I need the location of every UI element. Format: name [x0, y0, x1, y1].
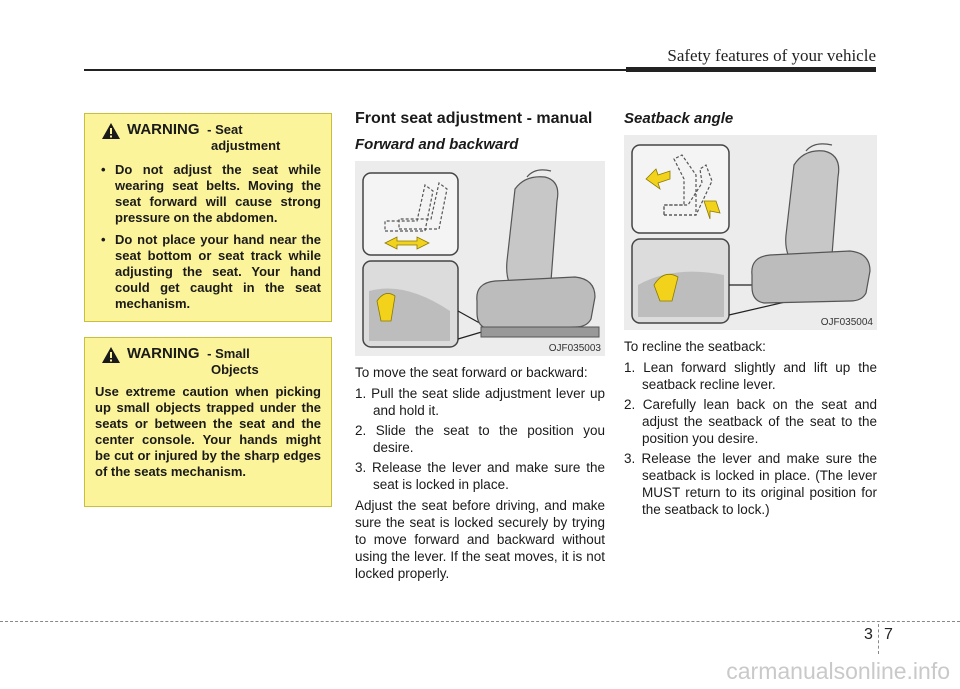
- warning-triangle-icon: [101, 122, 121, 140]
- step-item: 1. Pull the seat slide adjustment lever up and hold it.: [355, 386, 605, 418]
- forward-steps: [355, 385, 605, 493]
- page-number: 7: [884, 626, 893, 643]
- footer-rule: [0, 621, 960, 622]
- seatback-column: [624, 110, 877, 521]
- warning-small-objects: [84, 337, 332, 507]
- seat-illustration: [355, 161, 605, 356]
- section-title: Front seat adjustment - manual: [355, 110, 593, 127]
- forward-intro: To move the seat forward or backward:: [355, 365, 588, 380]
- seatback-illustration: [624, 135, 877, 330]
- chapter-number: 3: [864, 626, 873, 643]
- forward-note: Adjust the seat before driving, and make sure the seat is locked securely by trying to move forward and backward without using the lever. If the seat moves, it is not locked properly.: [355, 498, 605, 581]
- watermark: carmanualsonline.info: [726, 658, 950, 684]
- page-header-title: Safety features of your vehicle: [667, 46, 876, 65]
- warning-label: WARNING: [127, 121, 200, 138]
- subsection-title-forward: Forward and backward: [355, 136, 519, 153]
- warning-seat-adjustment: [84, 113, 332, 322]
- page-number-separator: [878, 624, 879, 654]
- warning-item: • Do not place your hand near the seat bottom or seat track while adjusting the seat. Your hand could get caught in the seat mechanism.: [95, 232, 321, 312]
- step-item: 1. Lean forward slightly and lift up the seatback recline lever.: [624, 360, 877, 392]
- step-item: 3. Release the lever and make sure the seat is locked in place.: [355, 460, 605, 492]
- figure-seat-slide: [355, 161, 605, 356]
- seatback-intro: To recline the seatback:: [624, 339, 766, 354]
- step-item: 3. Release the lever and make sure the seatback is locked in place. (The lever MUST return to its original position for the seatback to lock.): [624, 451, 877, 517]
- warning-subject-cont: adjustment: [211, 138, 281, 153]
- warning-list: [95, 162, 321, 312]
- forward-backward-column: [355, 110, 605, 582]
- figure-code: OJF035003: [548, 343, 601, 354]
- figure-code: OJF035004: [820, 317, 873, 328]
- warning-subject: - Small: [207, 346, 250, 361]
- seatback-steps: [624, 359, 877, 518]
- warning-label: WARNING: [127, 345, 200, 362]
- subsection-title-seatback: Seatback angle: [624, 110, 734, 127]
- warning-subject: - Seat: [207, 122, 243, 137]
- header-rule-accent: [626, 67, 876, 72]
- warning-subject-cont: Objects: [211, 362, 259, 377]
- warning-text: Use extreme caution when picking up small objects trapped under the seats or between the seat and the center console. Your hands might be cut or injured by the sharp edges of the seats mechanism.: [95, 384, 321, 479]
- figure-seatback-recline: [624, 135, 877, 330]
- step-item: 2. Carefully lean back on the seat and adjust the seatback of the seat to the position you desire.: [624, 397, 877, 446]
- warning-triangle-icon: [101, 346, 121, 364]
- warning-item: • Do not adjust the seat while wearing seat belts. Moving the seat forward will cause strong pressure on the abdomen.: [95, 162, 321, 226]
- step-item: 2. Slide the seat to the position you desire.: [355, 423, 605, 455]
